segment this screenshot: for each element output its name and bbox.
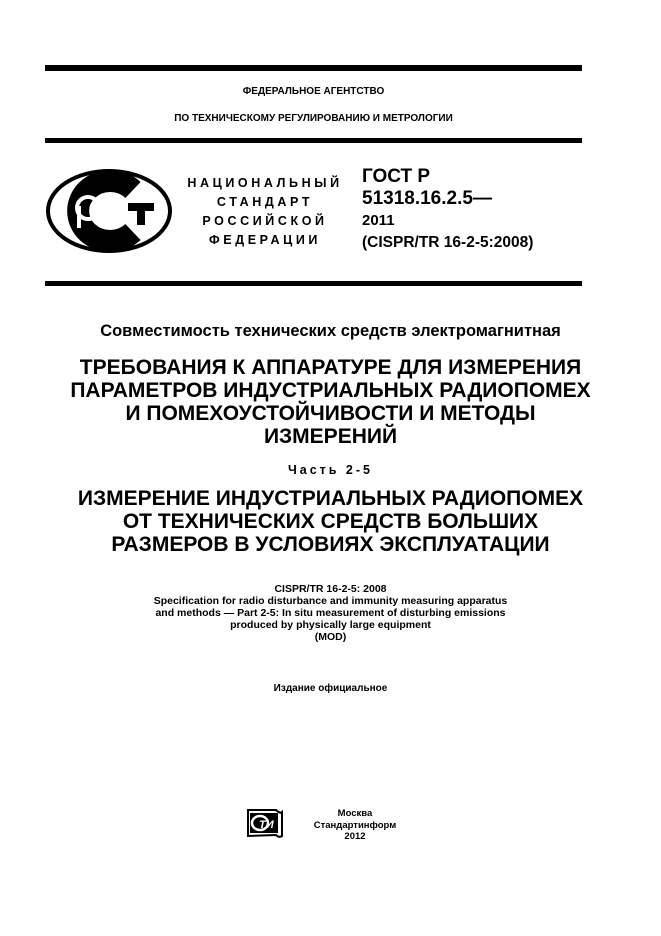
publication-year: 2012 — [344, 831, 366, 842]
edition-label: Издание официальное — [273, 683, 388, 694]
reference-line: produced by physically large equipment — [230, 619, 431, 631]
agency-name-line1: ФЕДЕРАЛЬНОЕ АГЕНТСТВО — [242, 86, 385, 97]
publisher-city: Москва — [337, 808, 373, 819]
publisher-info — [300, 808, 410, 843]
part-title-line: ИЗМЕРЕНИЕ ИНДУСТРИАЛЬНЫХ РАДИОПОМЕХ — [77, 487, 584, 510]
gost-r-logo-icon — [45, 168, 173, 254]
part-title-line: ОТ ТЕХНИЧЕСКИХ СРЕДСТВ БОЛЬШИХ — [122, 510, 539, 533]
reference-line: CISPR/TR 16-2-5: 2008 — [274, 583, 387, 595]
international-standard-reference — [0, 583, 661, 643]
main-title-line: ИЗМЕРЕНИЙ — [263, 425, 398, 448]
document-subtitle: Совместимость технических средств электромагнитная — [100, 322, 561, 340]
main-title-line: И ПОМЕХОУСТОЙЧИВОСТИ И МЕТОДЫ — [125, 402, 536, 425]
designation-line: ГОСТ Р — [362, 166, 431, 187]
standartinform-logo-icon — [246, 808, 284, 840]
standard-block-bottom-rule — [45, 281, 582, 286]
national-standard-line: НАЦИОНАЛЬНЫЙ — [187, 176, 343, 190]
designation-line: 51318.16.2.5— — [362, 188, 492, 209]
svg-text:ТИ: ТИ — [259, 819, 274, 831]
agency-bottom-rule — [45, 138, 582, 143]
designation-line: (CISPR/TR 16-2-5:2008) — [362, 234, 534, 251]
national-standard-label — [170, 174, 360, 250]
document-main-title — [0, 356, 661, 448]
national-standard-line: РОССИЙСКОЙ — [202, 214, 328, 228]
part-title-line: РАЗМЕРОВ В УСЛОВИЯХ ЭКСПЛУАТАЦИИ — [111, 533, 550, 556]
part-title — [0, 487, 661, 556]
part-label: Часть 2-5 — [287, 463, 374, 477]
agency-name-line2: ПО ТЕХНИЧЕСКОМУ РЕГУЛИРОВАНИЮ И МЕТРОЛОГИИ — [174, 113, 453, 124]
reference-line: and methods — Part 2-5: In situ measurement of disturbing emissions — [155, 607, 506, 619]
top-rule — [45, 65, 582, 71]
main-title-line: ТРЕБОВАНИЯ К АППАРАТУРЕ ДЛЯ ИЗМЕРЕНИЯ — [79, 356, 582, 379]
main-title-line: ПАРАМЕТРОВ ИНДУСТРИАЛЬНЫХ РАДИОПОМЕХ — [70, 379, 591, 402]
national-standard-line: СТАНДАРТ — [216, 195, 314, 209]
reference-line: Specification for radio disturbance and immunity measuring apparatus — [153, 595, 508, 607]
publisher-name: Стандартинформ — [313, 819, 397, 831]
standard-designation — [362, 166, 533, 254]
designation-line: 2011 — [362, 212, 395, 229]
reference-line: (MOD) — [314, 631, 347, 643]
national-standard-line: ФЕДЕРАЦИИ — [208, 233, 321, 247]
